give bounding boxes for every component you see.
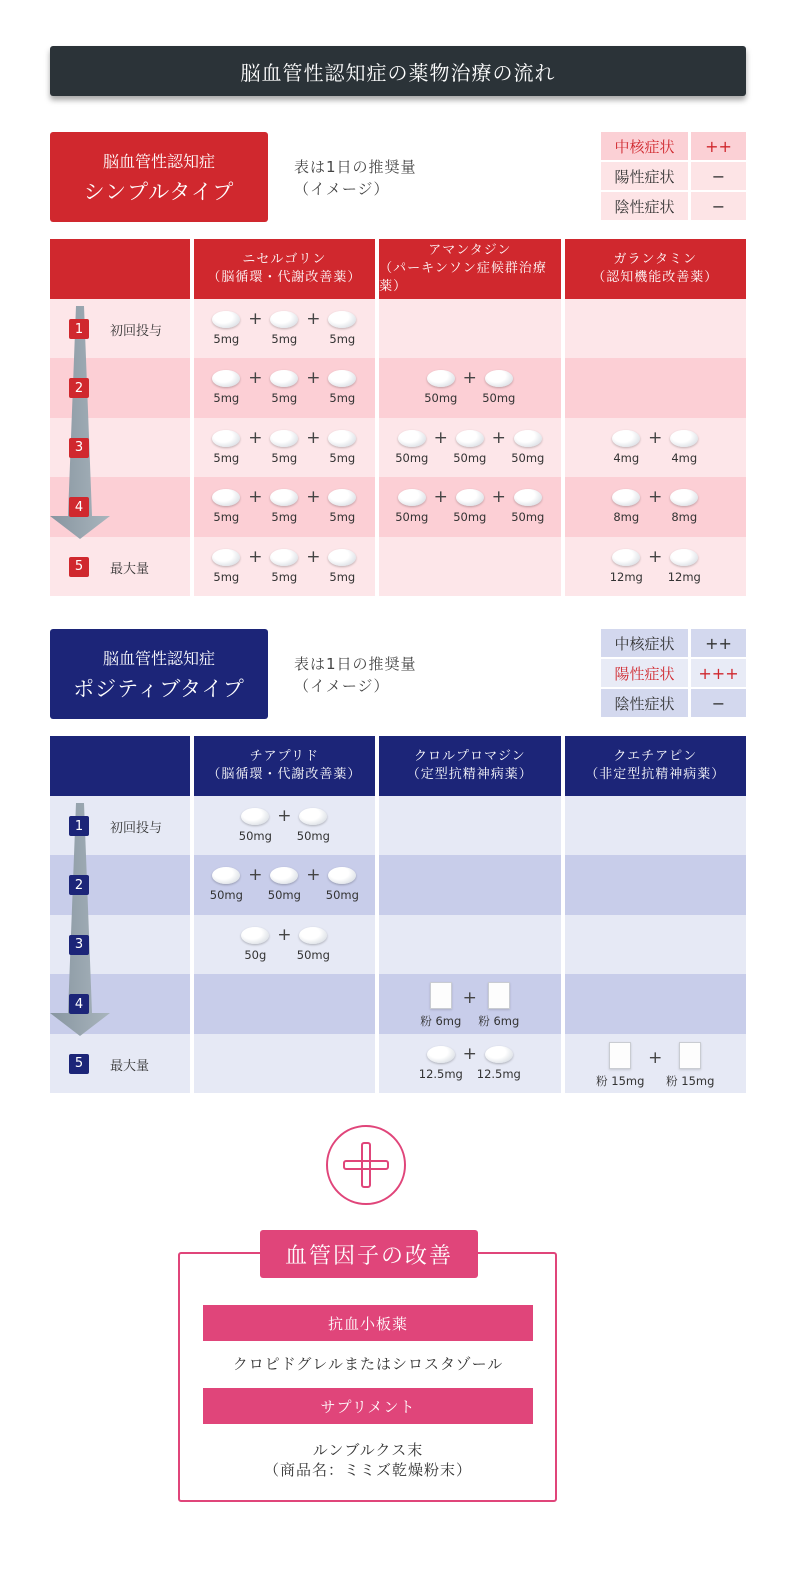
- drug-header: クロルプロマジン （定型抗精神病薬）: [379, 736, 560, 796]
- tablet-icon: [328, 549, 356, 566]
- table-header: [50, 736, 746, 796]
- tablet-icon: [270, 430, 298, 447]
- symptom-table: [601, 132, 746, 222]
- table-row: [50, 418, 746, 477]
- tablet-icon: [612, 549, 640, 566]
- tablet-icon: [612, 430, 640, 447]
- plus-icon: [326, 1125, 406, 1205]
- tablet-icon: [328, 430, 356, 447]
- symptom-table: [601, 629, 746, 719]
- symptom-row: [601, 162, 746, 190]
- symptom-value: −: [691, 192, 746, 220]
- dose-cell: [379, 796, 560, 855]
- tablet-icon: [212, 549, 240, 566]
- dose-cell: 5mg + 5mg + 5mg: [194, 299, 375, 358]
- tablet-icon: [270, 311, 298, 328]
- step-number: 4: [69, 994, 89, 1014]
- dose-cell: [194, 1034, 375, 1093]
- dose-cell: 50mg + 50mg: [194, 796, 375, 855]
- table-row: [50, 537, 746, 596]
- note-line2: （イメージ）: [294, 180, 390, 198]
- tablet-icon: [456, 489, 484, 506]
- type-line1: 脳血管性認知症: [102, 648, 215, 668]
- table-row: [50, 915, 746, 974]
- symptom-name: 陰性症状: [601, 689, 688, 717]
- dose-cell: 8mg + 8mg: [565, 477, 746, 536]
- dose-cell: 4mg + 4mg: [565, 418, 746, 477]
- step-number: 1: [69, 319, 89, 339]
- tablet-icon: [612, 489, 640, 506]
- symptom-name: 中核症状: [601, 629, 688, 657]
- tablet-icon: [427, 370, 455, 387]
- tablet-icon: [328, 867, 356, 884]
- tablet-icon: [212, 430, 240, 447]
- tablet-icon: [270, 867, 298, 884]
- drug-header: アマンタジン （パーキンソン症候群治療薬）: [379, 239, 560, 299]
- step-number: 3: [69, 935, 89, 955]
- tablet-icon: [328, 489, 356, 506]
- dose-cell: [379, 915, 560, 974]
- tablet-icon: [670, 430, 698, 447]
- tablet-icon: [670, 549, 698, 566]
- table-row: [50, 477, 746, 536]
- dose-cell: [565, 915, 746, 974]
- supplement-line2: （商品名：ミミズ乾燥粉末）: [263, 1461, 472, 1479]
- table-header: [50, 239, 746, 299]
- dose-cell: [565, 358, 746, 417]
- step-label: 最大量: [110, 561, 150, 577]
- tablet-icon: [670, 489, 698, 506]
- dose-cell: 12mg + 12mg: [565, 537, 746, 596]
- tablet-icon: [398, 430, 426, 447]
- dosage-note: [294, 653, 417, 697]
- symptom-name: 陽性症状: [601, 659, 688, 687]
- tablet-icon: [485, 1046, 513, 1063]
- tablet-icon: [485, 370, 513, 387]
- tablet-icon: [212, 311, 240, 328]
- powder-packet-icon: [609, 1042, 631, 1069]
- antiplatelet-text: クロピドグレルまたはシロスタゾール: [232, 1355, 504, 1373]
- powder-packet-icon: [488, 982, 510, 1009]
- step-label: 最大量: [110, 1058, 150, 1074]
- tablet-icon: [299, 808, 327, 825]
- dosage-table: [50, 736, 746, 1093]
- symptom-row: [601, 192, 746, 220]
- tablet-icon: [328, 311, 356, 328]
- step-number: 3: [69, 438, 89, 458]
- dose-cell: [194, 974, 375, 1033]
- symptom-name: 陽性症状: [601, 162, 688, 190]
- dose-cell: 12.5mg + 12.5mg: [379, 1034, 560, 1093]
- tablet-icon: [212, 867, 240, 884]
- symptom-row: [601, 659, 746, 687]
- step-number: 2: [69, 875, 89, 895]
- step-number: 5: [69, 557, 89, 577]
- tablet-icon: [270, 370, 298, 387]
- step-label: 初回投与: [110, 821, 163, 836]
- tablet-icon: [212, 370, 240, 387]
- powder-packet-icon: [679, 1042, 701, 1069]
- symptom-value: −: [691, 162, 746, 190]
- symptom-name: 中核症状: [601, 132, 688, 160]
- supplement-label: サプリメント: [203, 1388, 533, 1424]
- symptom-value: ++: [691, 629, 746, 657]
- dose-cell: 50mg + 50mg + 50mg: [379, 418, 560, 477]
- drug-header: ガランタミン （認知機能改善薬）: [565, 239, 746, 299]
- tablet-icon: [328, 370, 356, 387]
- drug-header: ニセルゴリン （脳循環・代謝改善薬）: [194, 239, 375, 299]
- symptom-value: −: [691, 689, 746, 717]
- symptom-row: [601, 629, 746, 657]
- note-line1: 表は1日の推奨量: [294, 655, 417, 673]
- positive-type-label: [50, 629, 268, 719]
- dosage-table: [50, 239, 746, 596]
- tablet-icon: [427, 1046, 455, 1063]
- note-line2: （イメージ）: [294, 677, 390, 695]
- antiplatelet-label: 抗血小板薬: [203, 1305, 533, 1341]
- symptom-value: +++: [691, 659, 746, 687]
- note-line1: 表は1日の推奨量: [294, 158, 417, 176]
- type-line1: 脳血管性認知症: [102, 151, 215, 171]
- powder-packet-icon: [430, 982, 452, 1009]
- tablet-icon: [456, 430, 484, 447]
- symptom-row: [601, 132, 746, 160]
- dose-cell: 5mg + 5mg + 5mg: [194, 358, 375, 417]
- table-row: [50, 358, 746, 417]
- table-row: [50, 855, 746, 914]
- tablet-icon: [241, 927, 269, 944]
- header-blank: [50, 736, 190, 796]
- header-blank: [50, 239, 190, 299]
- symptom-row: [601, 689, 746, 717]
- dose-cell: 50g + 50mg: [194, 915, 375, 974]
- table-row: [50, 1034, 746, 1093]
- drug-header: チアプリド （脳循環・代謝改善薬）: [194, 736, 375, 796]
- step-number: 2: [69, 378, 89, 398]
- type-line2: シンプルタイプ: [83, 179, 235, 204]
- dose-cell: [379, 299, 560, 358]
- dose-cell: [565, 974, 746, 1033]
- dose-cell: [565, 299, 746, 358]
- page-title: 脳血管性認知症の薬物治療の流れ: [50, 46, 746, 96]
- dose-cell: [565, 855, 746, 914]
- tablet-icon: [398, 489, 426, 506]
- dose-cell: [379, 537, 560, 596]
- dose-cell: 50mg + 50mg + 50mg: [194, 855, 375, 914]
- step-number: 1: [69, 816, 89, 836]
- symptom-value: ++: [691, 132, 746, 160]
- tablet-icon: [270, 549, 298, 566]
- tablet-icon: [241, 808, 269, 825]
- tablet-icon: [270, 489, 298, 506]
- tablet-icon: [514, 430, 542, 447]
- drug-header: クエチアピン （非定型抗精神病薬）: [565, 736, 746, 796]
- table-row: [50, 299, 746, 358]
- table-row: [50, 796, 746, 855]
- simple-type-label: [50, 132, 268, 222]
- dose-cell: 50mg + 50mg: [379, 358, 560, 417]
- dose-cell: [379, 855, 560, 914]
- step-number: 4: [69, 497, 89, 517]
- tablet-icon: [212, 489, 240, 506]
- dosage-note: [294, 156, 417, 200]
- tablet-icon: [514, 489, 542, 506]
- dose-cell: 50mg + 50mg + 50mg: [379, 477, 560, 536]
- step-label: 初回投与: [110, 324, 163, 339]
- dose-cell: 5mg + 5mg + 5mg: [194, 477, 375, 536]
- dose-cell: 5mg + 5mg + 5mg: [194, 418, 375, 477]
- symptom-name: 陰性症状: [601, 192, 688, 220]
- step-number: 5: [69, 1054, 89, 1074]
- tablet-icon: [299, 927, 327, 944]
- dose-cell: [565, 796, 746, 855]
- vascular-factor-title: 血管因子の改善: [260, 1230, 478, 1278]
- dose-cell: 粉 15mg + 粉 15mg: [565, 1034, 746, 1093]
- dose-cell: 5mg + 5mg + 5mg: [194, 537, 375, 596]
- supplement-line1: ルンブルクス末: [312, 1441, 424, 1459]
- table-row: [50, 974, 746, 1033]
- dose-cell: 粉 6mg + 粉 6mg: [379, 974, 560, 1033]
- type-line2: ポジティブタイプ: [73, 676, 245, 701]
